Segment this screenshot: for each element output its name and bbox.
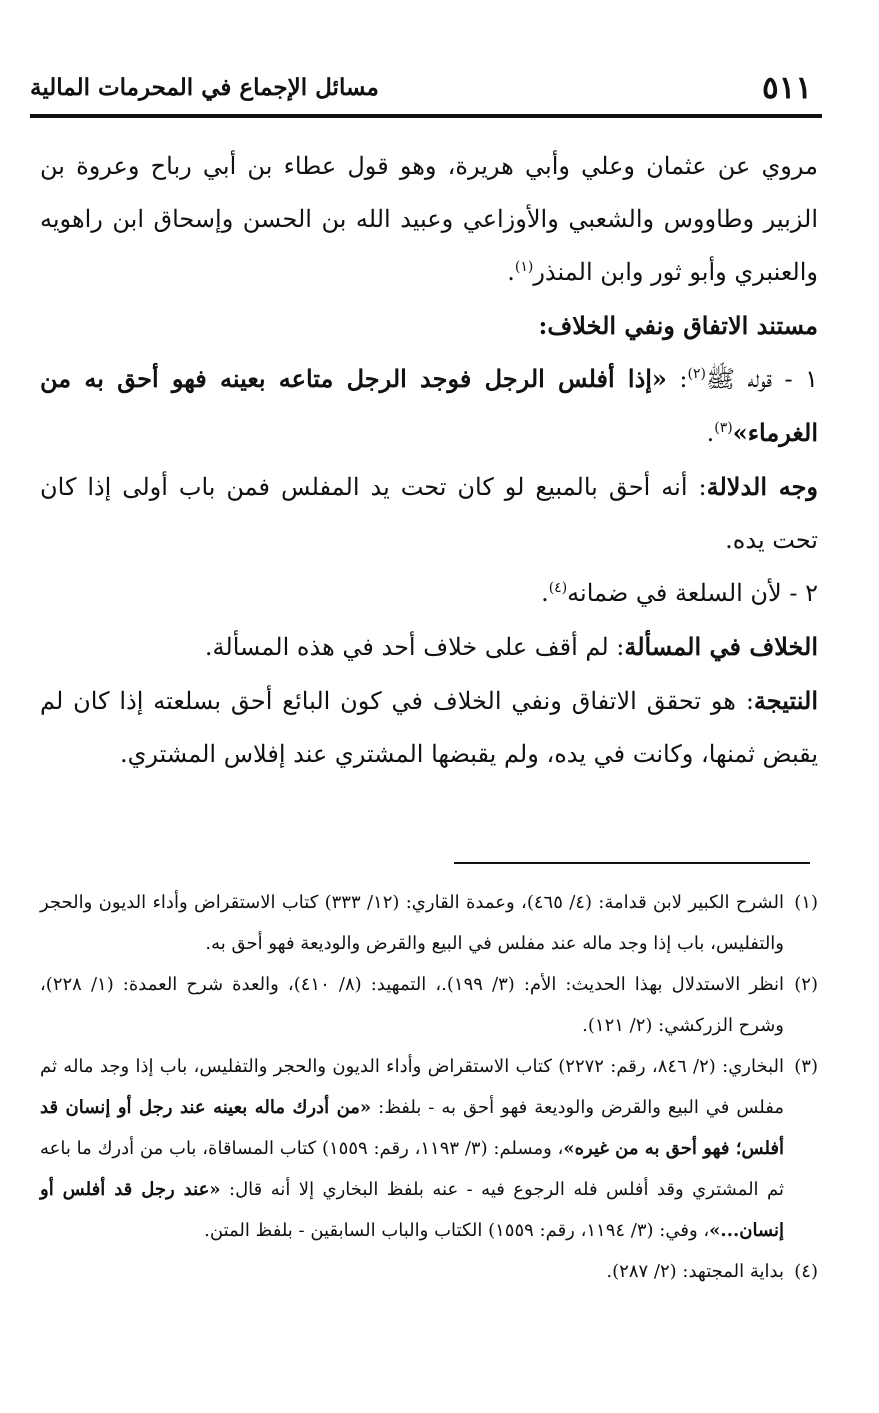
paragraph-result [40,674,818,781]
footnote-ref-1[interactable]: (١) [514,259,534,275]
disagreement-label: الخلاف في المسألة [624,632,818,661]
footnote-text: بداية المجتهد: (٢/ ٢٨٧). [606,1261,784,1282]
inference-text: : أنه أحق بالمبيع لو كان تحت يد المفلس فمن باب أولى إذا كان تحت يده. [40,473,818,554]
paragraph-1 [40,140,818,299]
footnote-ref-2[interactable]: (٢) [687,366,706,382]
footnote-ref-4[interactable]: (٤) [548,580,568,596]
page-number: ٥١١ [762,70,812,106]
footnote-quote-a: «من أدرك ماله بعينه عند رجل أو إنسان قد أفلس؛ فهو أحق به من غيره» [40,1097,785,1159]
result-label: النتيجة [753,686,818,715]
paragraph-1-end: . [507,258,515,286]
evidence-1-number: ١ - قوله ﷺ [705,365,818,393]
paragraph-evidence-1 [40,352,818,460]
paragraph-inference [40,460,818,567]
footnote-text: الشرح الكبير لابن قدامة: (٤/ ٤٦٥)، وعمدة القاري: (١٢/ ٣٣٣) كتاب الاستقراض وأداء الديون والحجر والتفليس، باب إذا وجد ماله عند مفلس في البيع والقرض والوديعة فهو أحق به. [40,892,784,954]
footnote-text-b: ، ومسلم: (٣/ ١١٩٣، رقم: ١٥٥٩) كتاب المساقاة، باب من أدرك ما باعه ثم المشتري وقد أفلس فله الرجوع فيه - عنه بلفظ البخاري إلا أنه قال: [40,1138,784,1200]
footnote-text-a: البخاري: (٢/ ٨٤٦، رقم: ٢٢٧٢) كتاب الاستقراض وأداء الديون والحجر والتفليس، باب إذا وجد ماله ثم مفلس في البيع والقرض والوديعة فهو أحق به - بلفظ: [40,1056,784,1118]
evidence-1-end: . [706,419,715,447]
footnote-2 [40,964,818,1046]
paragraph-1-text: مروي عن عثمان وعلي وأبي هريرة، وهو قول عطاء بن أبي رباح وعروة بن الزبير وطاووس والشعبي والأوزاعي وعبيد الله بن الحسن وإسحاق ابن راهويه والعنبري وأبو ثور وابن المنذر [40,152,818,286]
header-rule [30,114,822,118]
footnote-number: (٤) [794,1261,818,1282]
footnote-4 [40,1251,818,1292]
evidence-2-end: . [541,579,549,607]
inference-label: وجه الدلالة [706,472,819,501]
footnotes [40,882,818,1292]
page-header [30,66,822,120]
running-title: مسائل الإجماع في المحرمات المالية [30,74,379,101]
footnote-number: (١) [794,892,818,913]
footnote-1 [40,882,818,964]
footnote-text-c: ، وفي: (٣/ ١١٩٤، رقم: ١٥٥٩) الكتاب والباب السابقين - بلفظ المتن. [204,1220,710,1241]
hadith-quote: «إذا أفلس الرجل فوجد الرجل متاعه بعينه فهو أحق به من الغرماء» [40,364,818,447]
disagreement-text: : لم أقف على خلاف أحد في هذه المسألة. [204,633,625,661]
footnote-ref-3[interactable]: (٣) [714,420,733,436]
footnote-number: (٣) [794,1056,818,1077]
main-text [40,140,818,781]
footnote-quote-b: «عند رجل قد أفلس أو إنسان...» [40,1179,784,1241]
evidence-1-colon: : [666,365,688,393]
footnote-text: انظر الاستدلال بهذا الحديث: الأم: (٣/ ١٩٩).، التمهيد: (٨/ ٤١٠)، والعدة شرح العمدة: (١/ ٢٢٨)، وشرح الزركشي: (٢/ ١٢١). [40,974,785,1036]
paragraph-disagreement [40,620,818,674]
footnote-number: (٢) [794,974,818,995]
footnote-separator [454,862,810,864]
result-text: : هو تحقق الاتفاق ونفي الخلاف في كون البائع أحق بسلعته إذا كان لم يقبض ثمنها، وكانت في يده، ولم يقبضها المشتري عند إفلاس المشتري. [40,687,818,768]
paragraph-evidence-2 [40,567,818,620]
evidence-2-text: ٢ - لأن السلعة في ضمانه [567,579,818,607]
section-heading: مستند الاتفاق ونفي الخلاف: [538,311,818,340]
footnote-3 [40,1046,818,1251]
